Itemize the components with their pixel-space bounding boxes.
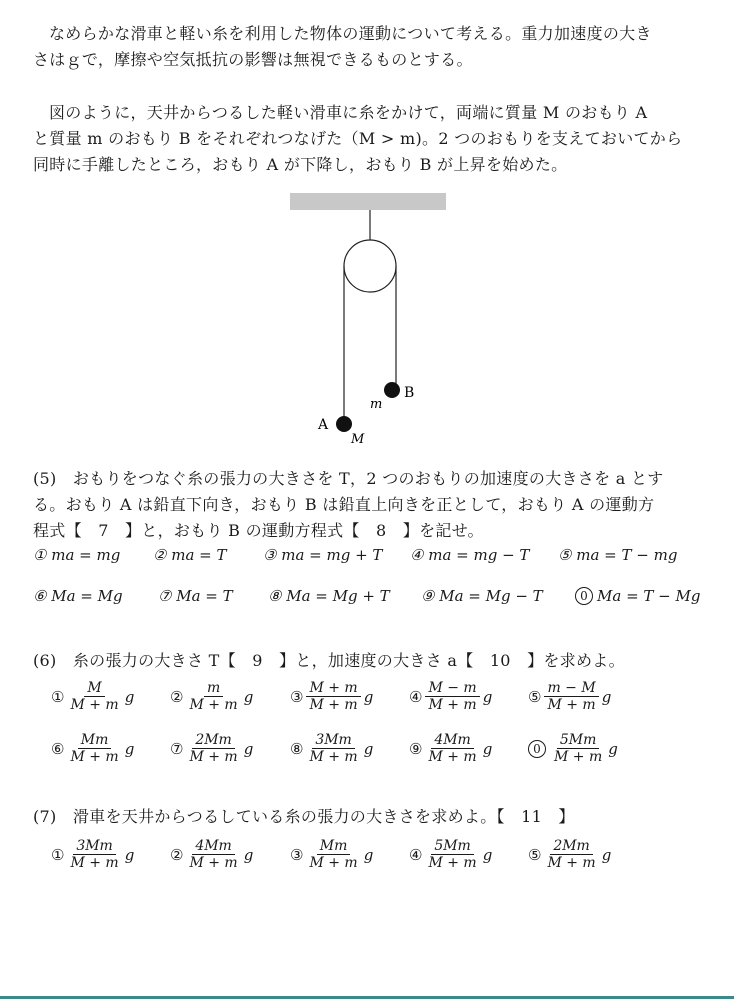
setup-line-2: と質量 m のおもり B をそれぞれつなげた（M > m)。2 つのおもりを支えておいてから (33, 129, 683, 148)
q5-option-5[interactable]: ⑤ ma = T − mg (558, 546, 678, 564)
q5-line-2: る。おもり A は鉛直下向き，おもり B は鉛直上向きを正として，おもり A の運動方 (33, 495, 655, 514)
pulley-wheel (344, 240, 396, 292)
ceiling (290, 193, 446, 210)
q5-option-8[interactable]: ⑧ Ma = Mg + T (268, 587, 390, 605)
q5-option-0-text: Ma = T − Mg (597, 587, 701, 605)
q6-line: (6) 糸の張力の大きさ T【 9 】と，加速度の大きさ a【 10 】を求めよ。 (33, 651, 625, 670)
label-b: B (404, 385, 415, 401)
q5-option-3[interactable]: ③ ma = mg + T (263, 546, 383, 564)
question-5 (33, 466, 713, 544)
q5-option-4[interactable]: ④ ma = mg − T (410, 546, 530, 564)
option-zero-mark: 0 (575, 587, 593, 605)
q6-option-5[interactable]: ⑤ $\frac{m - M}{M + m}$ g (528, 680, 612, 713)
q6-option-9[interactable]: ⑨ $\frac{4Mm}{M + m}$ g (409, 732, 493, 765)
q5-option-6[interactable]: ⑥ Ma = Mg (33, 587, 123, 605)
q6-option-0[interactable]: 0 $\frac{5Mm}{M + m}$ g (528, 732, 618, 765)
q6-option-3[interactable]: ③ $\frac{M + m}{M + m}$ g (290, 680, 374, 713)
q5-line-1: (5) おもりをつなぐ糸の張力の大きさを T，2 つのおもりの加速度の大きさを a とす (33, 469, 664, 488)
intro-paragraph (33, 21, 705, 73)
q5-line-3: 程式【 7 】と，おもり B の運動方程式【 8 】を記せ。 (33, 521, 484, 540)
question-6 (33, 648, 713, 674)
q6-option-2[interactable]: ② $\frac{m}{M + m}$ g (170, 680, 254, 713)
q6-option-1[interactable]: ① $\frac{M}{M + m}$ g (51, 680, 135, 713)
q6-option-7[interactable]: ⑦ $\frac{2Mm}{M + m}$ g (170, 732, 254, 765)
label-small-m: m (370, 397, 383, 412)
setup-paragraph (33, 100, 705, 178)
q7-option-1[interactable]: ① $\frac{3Mm}{M + m}$ g (51, 838, 135, 871)
question-7 (33, 804, 713, 830)
q6-option-8[interactable]: ⑧ $\frac{3Mm}{M + m}$ g (290, 732, 374, 765)
mass-a (336, 416, 352, 432)
q5-option-1[interactable]: ① ma = mg (33, 546, 121, 564)
label-big-m: M (351, 432, 365, 447)
q7-option-2[interactable]: ② $\frac{4Mm}{M + m}$ g (170, 838, 254, 871)
intro-line-2: さはｇで，摩擦や空気抵抗の影響は無視できるものとする。 (33, 50, 473, 69)
setup-line-3: 同時に手離したところ，おもり A が下降し，おもり B が上昇を始めた。 (33, 155, 568, 174)
q7-option-4[interactable]: ④ $\frac{5Mm}{M + m}$ g (409, 838, 493, 871)
mass-b (384, 382, 400, 398)
q6-option-6[interactable]: ⑥ $\frac{Mm}{M + m}$ g (51, 732, 135, 765)
q7-line: (7) 滑車を天井からつるしている糸の張力の大きさを求めよ。【 11 】 (33, 807, 575, 826)
q7-option-3[interactable]: ③ $\frac{Mm}{M + m}$ g (290, 838, 374, 871)
label-a: A (318, 417, 329, 433)
q5-option-7[interactable]: ⑦ Ma = T (158, 587, 233, 605)
q6-option-4[interactable]: ④ $\frac{M - m}{M + m}$ g (409, 680, 493, 713)
q5-option-2[interactable]: ② ma = T (153, 546, 227, 564)
q5-option-0[interactable] (575, 587, 700, 605)
q7-option-5[interactable]: ⑤ $\frac{2Mm}{M + m}$ g (528, 838, 612, 871)
pulley-diagram (280, 188, 460, 450)
intro-line-1: なめらかな滑車と軽い糸を利用した物体の運動について考える。重力加速度の大き (49, 24, 652, 43)
q5-option-9[interactable]: ⑨ Ma = Mg − T (421, 587, 543, 605)
setup-line-1: 図のように，天井からつるした軽い滑車に糸をかけて，両端に質量 M のおもり A (49, 103, 648, 122)
